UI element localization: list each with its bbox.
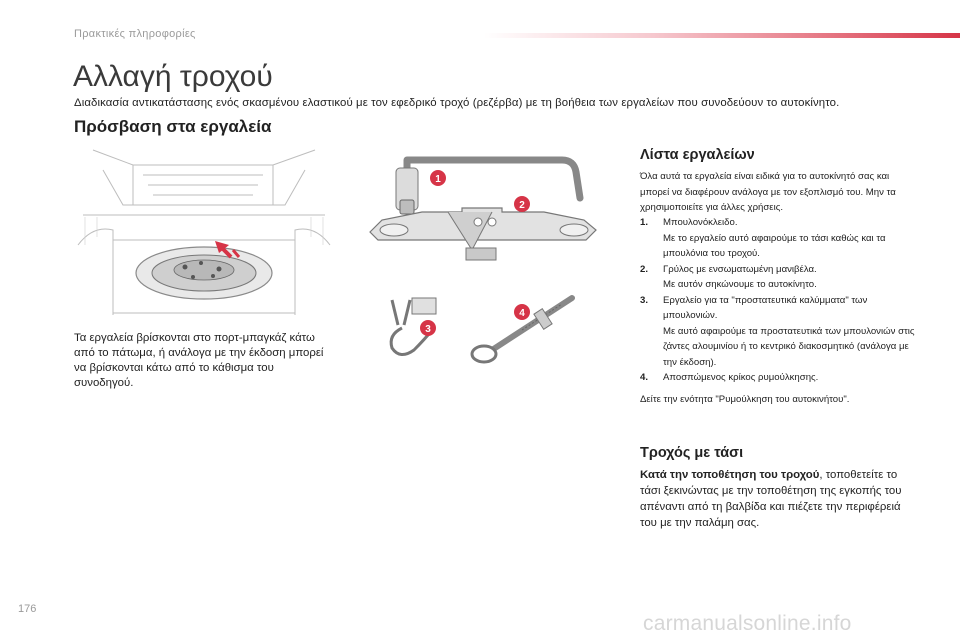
header-accent-bar: [484, 33, 960, 38]
item-number: 1.: [640, 217, 649, 228]
list-item: [640, 370, 915, 386]
section-header: Πρακτικές πληροφορίες: [74, 28, 196, 40]
tools-intro-text: Όλα αυτά τα εργαλεία είναι ειδικά για το αυτοκίνητό σας και μπορεί να διαφέρουν ανάλογα με τον εξοπλισμό του. Μην τα χρησιμοποιείτε για άλλες χρήσεις.: [640, 171, 896, 213]
see-also-text: Δείτε την ενότητα "Ρυμούλκηση του αυτοκινήτου".: [640, 394, 850, 405]
svg-text:1: 1: [435, 174, 441, 185]
tools-illustration: [362, 150, 602, 365]
list-item: [640, 215, 915, 262]
intro-text: Διαδικασία αντικατάστασης ενός σκασμένου ελαστικού με τον εφεδρικό τροχό (ρεζέρβα) με τη βοήθεια των εργαλείων που συνοδεύουν το αυτοκίνητο.: [74, 97, 840, 109]
badge-1: [430, 170, 446, 186]
wheel-text: [640, 467, 910, 531]
tools-list-title: Λίστα εργαλείων: [640, 147, 755, 163]
page-number: 176: [18, 603, 37, 615]
item-number: 3.: [640, 294, 649, 306]
badge-4: [514, 304, 530, 320]
item-name: Γρύλος με ενσωματωμένη μανιβέλα.: [663, 263, 817, 275]
badge-3: [420, 320, 436, 336]
item-name: Μπουλονόκλειδο.: [663, 217, 738, 228]
trunk-illustration: [73, 145, 335, 320]
access-section-title: Πρόσβαση στα εργαλεία: [74, 117, 272, 136]
item-number: 4.: [640, 372, 649, 383]
list-item: [640, 293, 915, 371]
page-title: Αλλαγή τροχού: [73, 60, 273, 93]
list-item: [640, 262, 915, 293]
wheel-text-bold: Κατά την τοποθέτηση του τροχού: [640, 469, 820, 481]
item-description: Με αυτόν σηκώνουμε το αυτοκίνητο.: [663, 279, 817, 290]
watermark: carmanualsonline.info: [643, 612, 852, 635]
item-name: Αποσπώμενος κρίκος ρυμούλκησης.: [663, 372, 819, 383]
access-text: Τα εργαλεία βρίσκονται στο πορτ-μπαγκάζ κάτω από το πάτωμα, ή ανάλογα με την έκδοση μπορεί να βρίσκονται κάτω από το κάθισμα του συνοδηγού.: [74, 332, 324, 389]
tools-list: [640, 215, 915, 386]
svg-text:2: 2: [519, 200, 525, 211]
wheel-text-body: , τοποθετείτε το τάσι ξεκινώντας με την τοποθέτηση της εγκοπής του απέναντι από τη βαλβίδα και πιέζετε την περιφέρειά του με την παλάμη σας.: [640, 469, 902, 529]
wheel-section-title: Τροχός με τάσι: [640, 445, 744, 461]
item-number: 2.: [640, 263, 649, 275]
badge-2: [514, 196, 530, 212]
item-name: Εργαλείο για τα "προστατευτικά καλύμματα" των μπουλονιών.: [663, 294, 868, 321]
item-description: Με αυτό αφαιρούμε τα προστατευτικά των μπουλονιών στις ζάντες αλουμινίου ή το κεντρικό διακοσμητικό (ανάλογα με την έκδοση).: [663, 325, 915, 368]
item-description: Με το εργαλείο αυτό αφαιρούμε το τάσι καθώς και τα μπουλόνια του τροχού.: [663, 232, 886, 259]
svg-text:3: 3: [425, 324, 431, 335]
svg-text:4: 4: [519, 308, 525, 319]
